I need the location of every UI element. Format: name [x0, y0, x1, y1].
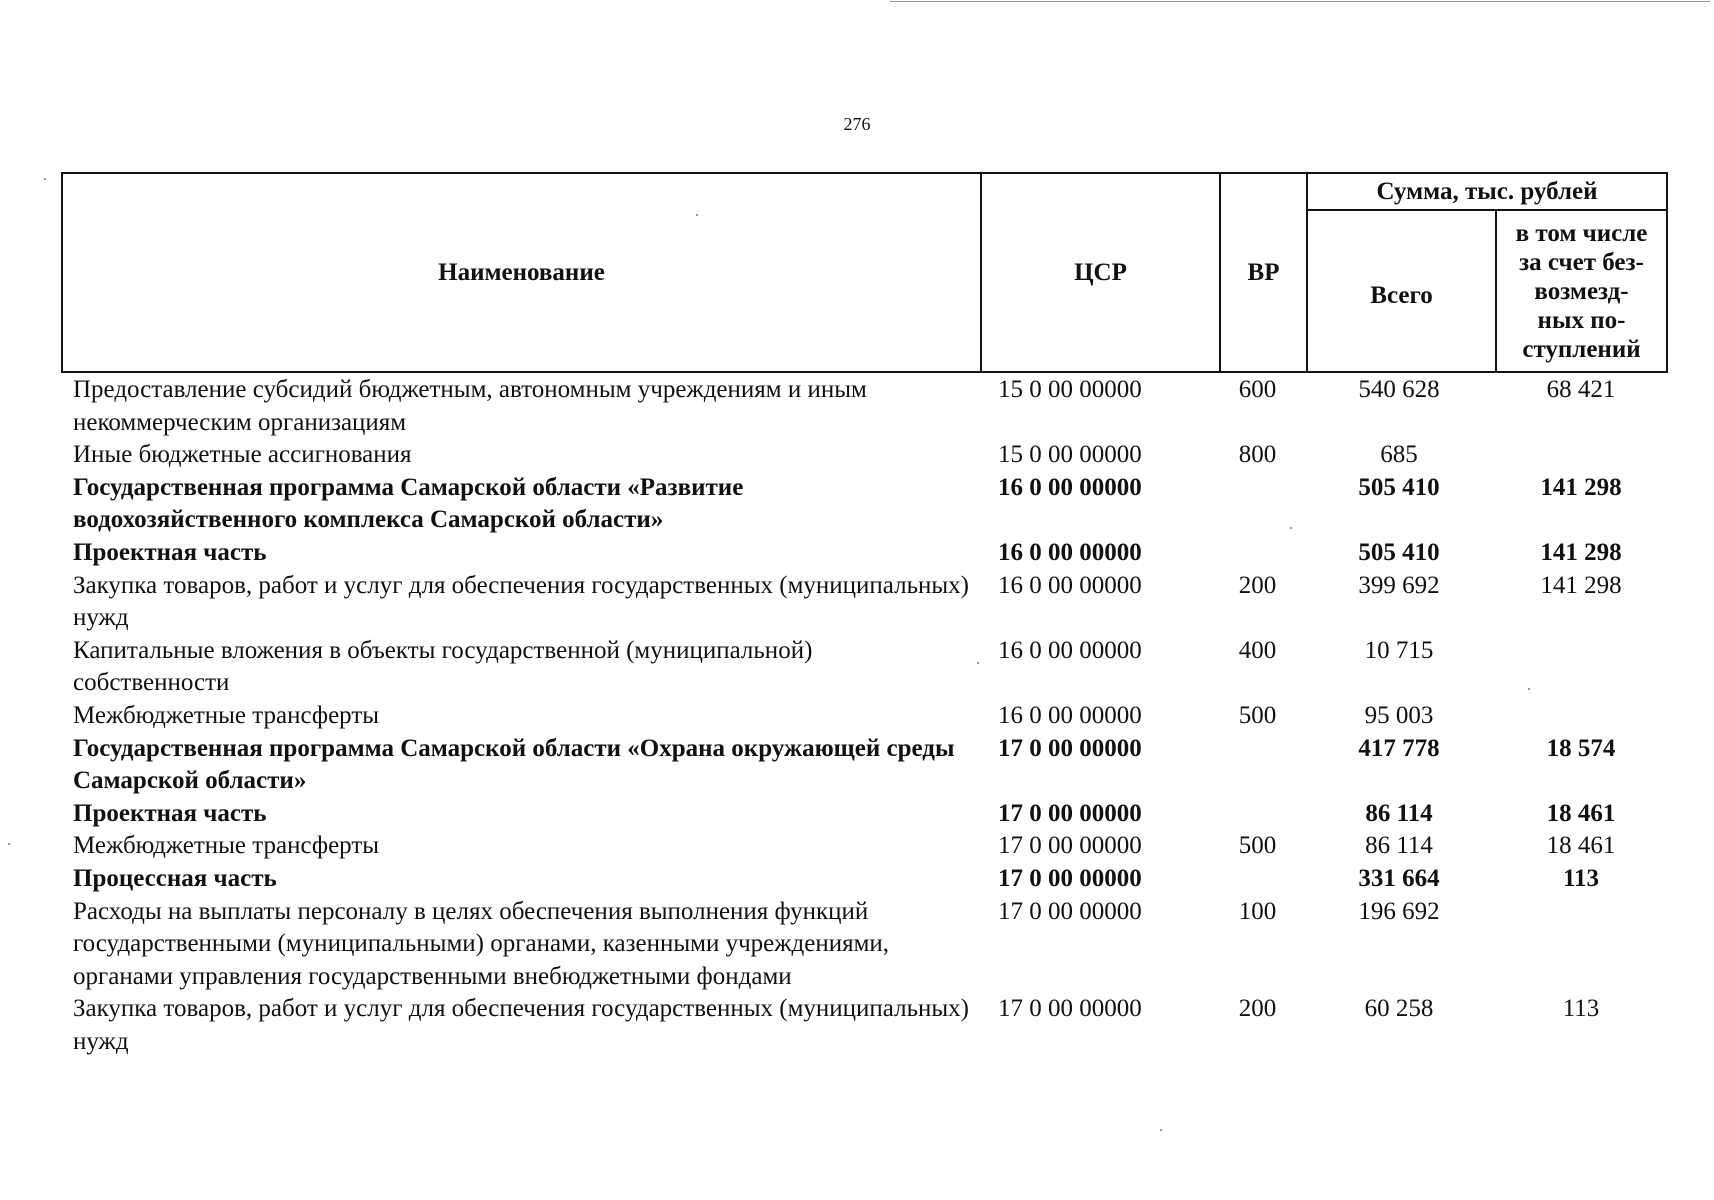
cell-name: Расходы на выплаты персоналу в целях обеспечения выполнения функций государственными (муниципальными) органами, казенными учреждениями, органами управления государственными внебюджетными фондами	[73, 897, 890, 990]
column-header-sum: Сумма, тыс. рублей	[1376, 177, 1598, 205]
column-header-vr: ВР	[1247, 258, 1280, 286]
cell-total: 417 778	[1358, 734, 1440, 762]
scan-speck	[1160, 1129, 1162, 1131]
cell-total: 10 715	[1364, 636, 1434, 664]
cell-name: Проектная часть	[73, 799, 267, 827]
column-header-csr: ЦСР	[1074, 258, 1127, 286]
cell-total: 86 114	[1365, 799, 1433, 827]
table-row	[61, 374, 1668, 439]
column-header-grant	[1497, 211, 1666, 371]
table-row	[61, 896, 1668, 994]
cell-vr: 800	[1238, 441, 1277, 469]
table-row	[61, 700, 1668, 733]
table-row	[61, 830, 1668, 863]
table-row	[61, 863, 1668, 896]
cell-name: Проектная часть	[73, 538, 267, 566]
column-header-grant-line: в том числе	[1515, 219, 1648, 247]
cell-csr: 17 0 00 00000	[998, 897, 1142, 925]
table-row	[61, 993, 1668, 1058]
scan-speck	[696, 214, 698, 216]
cell-grant: 18 461	[1546, 832, 1616, 860]
column-header-total: Всего	[1370, 282, 1433, 309]
scan-speck	[1290, 527, 1292, 529]
cell-csr: 15 0 00 00000	[998, 441, 1142, 469]
cell-csr: 17 0 00 00000	[998, 734, 1142, 762]
scan-speck	[1528, 688, 1530, 690]
cell-vr	[1217, 798, 1304, 831]
cell-grant: 141 298	[1540, 571, 1622, 599]
cell-grant	[1494, 635, 1668, 700]
cell-name: Межбюджетные трансферты	[73, 832, 380, 860]
cell-total: 331 664	[1358, 864, 1440, 892]
cell-total: 60 258	[1364, 995, 1434, 1023]
cell-csr: 16 0 00 00000	[998, 473, 1142, 501]
cell-total: 685	[1380, 441, 1418, 469]
table-body	[61, 374, 1668, 1058]
column-header-grant-line: ступлений	[1522, 335, 1641, 363]
table-row	[61, 733, 1668, 798]
cell-csr: 17 0 00 00000	[998, 864, 1142, 892]
page-number: 276	[843, 114, 871, 134]
cell-name: Процессная часть	[73, 864, 277, 892]
cell-vr: 500	[1238, 701, 1277, 729]
cell-csr: 16 0 00 00000	[998, 701, 1142, 729]
table-header	[61, 172, 1668, 373]
table-row	[61, 798, 1668, 831]
column-header-name: Наименование	[438, 258, 605, 286]
table-row	[61, 570, 1668, 635]
cell-grant	[1494, 700, 1668, 733]
column-header-grant-line: возмезд-	[1534, 277, 1629, 305]
scan-speck	[8, 843, 10, 845]
cell-vr	[1217, 863, 1304, 896]
cell-vr	[1217, 733, 1304, 798]
cell-name: Закупка товаров, работ и услуг для обеспечения государственных (муниципальных) нужд	[73, 571, 969, 632]
cell-name: Государственная программа Самарской области «Охрана окружающей среды Самарской области»	[73, 734, 955, 795]
cell-total: 505 410	[1358, 473, 1440, 501]
cell-name: Иные бюджетные ассигнования	[73, 441, 412, 469]
cell-total: 505 410	[1358, 538, 1440, 566]
cell-grant: 141 298	[1540, 473, 1622, 501]
cell-vr: 500	[1238, 832, 1277, 860]
cell-total: 540 628	[1358, 376, 1440, 403]
cell-total: 399 692	[1358, 571, 1440, 599]
cell-vr	[1217, 537, 1304, 570]
cell-name: Капитальные вложения в объекты государственной (муниципальной) собственности	[73, 636, 813, 697]
cell-vr: 200	[1238, 995, 1277, 1023]
table-row	[61, 635, 1668, 700]
column-header-grant-line: ных по-	[1537, 306, 1626, 334]
cell-grant: 113	[1562, 995, 1600, 1023]
cell-name: Государственная программа Самарской области «Развитие водохозяйственного комплекса Самарской области»	[73, 473, 744, 534]
cell-grant	[1494, 439, 1668, 472]
cell-vr: 600	[1238, 376, 1277, 403]
cell-grant: 113	[1562, 864, 1600, 892]
cell-total: 95 003	[1364, 701, 1434, 729]
table-row	[61, 439, 1668, 472]
cell-grant	[1494, 896, 1668, 994]
cell-csr: 16 0 00 00000	[998, 636, 1142, 664]
cell-name: Предоставление субсидий бюджетным, автономным учреждениям и иным некоммерческим организациям	[73, 376, 867, 436]
cell-vr: 400	[1238, 636, 1277, 664]
scan-edge-line	[890, 1, 1710, 2]
cell-csr: 16 0 00 00000	[998, 571, 1142, 599]
table-row	[61, 472, 1668, 537]
cell-csr: 17 0 00 00000	[998, 832, 1142, 860]
cell-csr: 17 0 00 00000	[998, 995, 1142, 1023]
scan-speck	[44, 178, 46, 180]
cell-grant: 18 574	[1546, 734, 1616, 762]
cell-grant: 18 461	[1546, 799, 1616, 827]
cell-grant: 141 298	[1540, 538, 1622, 566]
cell-vr: 200	[1238, 571, 1277, 599]
cell-total: 196 692	[1358, 897, 1440, 925]
cell-csr: 15 0 00 00000	[998, 376, 1142, 403]
column-header-grant-line: за счет без-	[1519, 248, 1644, 276]
cell-name: Закупка товаров, работ и услуг для обеспечения государственных (муниципальных) нужд	[73, 995, 969, 1055]
table-row	[61, 537, 1668, 570]
cell-total: 86 114	[1365, 832, 1433, 860]
cell-grant: 68 421	[1546, 376, 1616, 403]
cell-csr: 16 0 00 00000	[998, 538, 1142, 566]
cell-name: Межбюджетные трансферты	[73, 701, 380, 729]
scan-speck	[977, 662, 979, 664]
cell-csr: 17 0 00 00000	[998, 799, 1142, 827]
cell-vr: 100	[1238, 897, 1277, 925]
